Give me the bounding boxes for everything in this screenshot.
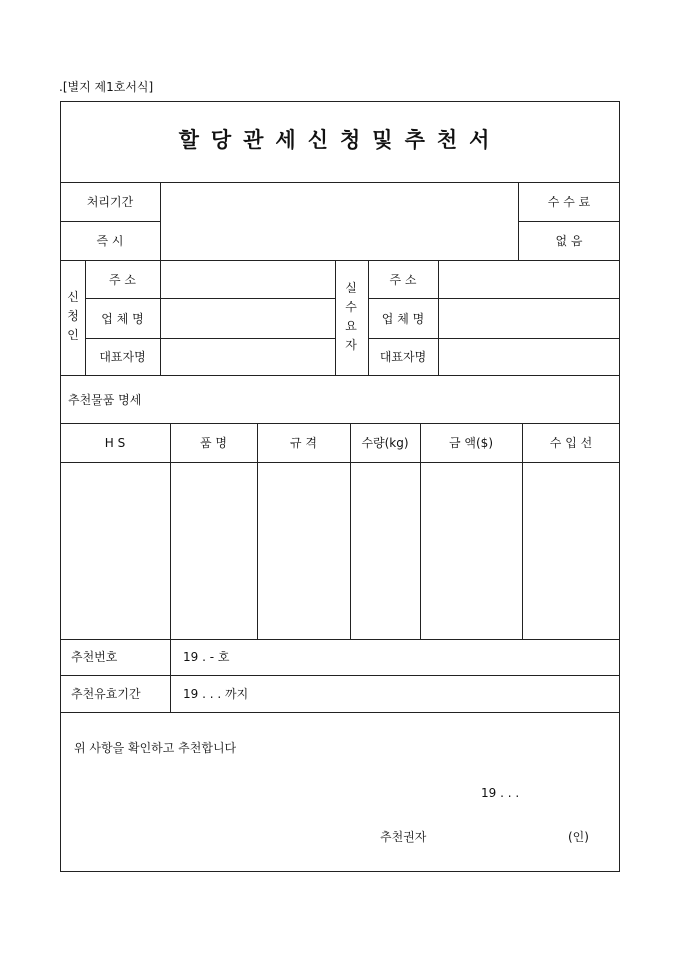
rule [518, 182, 519, 260]
rule [60, 221, 160, 222]
seal-mark: (인) [568, 830, 589, 844]
rule [60, 639, 620, 640]
spec-cell[interactable] [258, 463, 350, 639]
rule [518, 221, 620, 222]
end-user-rep-label: 대표자명 [379, 350, 427, 364]
applicant-address-label: 주 소 [109, 273, 136, 287]
applicant-company-label: 업 체 명 [101, 312, 144, 326]
confirmation-date: 19 . . . [481, 786, 520, 800]
import-source-cell[interactable] [523, 463, 619, 639]
confirmation-statement: 위 사항을 확인하고 추천합니다 [74, 741, 237, 755]
table-header-spec: 규 격 [290, 436, 317, 450]
rule [60, 712, 620, 713]
validity-value: 19 . . . 까지 [183, 687, 249, 701]
end-user-rep-field[interactable] [439, 339, 620, 375]
rule [60, 423, 620, 424]
end-user-company-label: 업 체 명 [381, 312, 425, 326]
processing-period-label: 처리기간 [86, 195, 134, 209]
fee-label: 수 수 료 [547, 195, 591, 209]
end-user-company-field[interactable] [439, 299, 620, 338]
table-header-hs: H S [104, 436, 126, 450]
processing-remark-field[interactable] [161, 183, 518, 260]
items-section-label: 추천물품 명세 [68, 393, 142, 407]
rule [60, 675, 620, 676]
authority-signature-field[interactable] [440, 822, 555, 850]
validity-label: 추천유효기간 [71, 687, 141, 701]
applicant-rep-field[interactable] [161, 339, 335, 375]
fee-value: 없 음 [555, 234, 583, 248]
form-number-label: .[별지 제1호서식] [59, 80, 154, 94]
end-user-side-label: 실 수 요 자 [345, 281, 357, 352]
recommendation-number-label: 추천번호 [71, 650, 118, 664]
applicant-address-field[interactable] [161, 261, 335, 298]
table-header-quantity: 수량(kg) [361, 436, 409, 450]
form-title: 할당관세신청및추천서 [178, 127, 502, 152]
applicant-company-field[interactable] [161, 299, 335, 338]
rule [335, 260, 336, 375]
quantity-cell[interactable] [351, 463, 420, 639]
table-header-item-name: 품 명 [200, 436, 227, 450]
authority-label: 추천권자 [380, 830, 427, 844]
applicant-side-label: 신 청 인 [67, 290, 79, 342]
end-user-address-label: 주 소 [389, 273, 417, 287]
table-header-import-source: 수 입 선 [549, 436, 593, 450]
hs-cell[interactable] [61, 463, 170, 639]
amount-cell[interactable] [421, 463, 522, 639]
item-name-cell[interactable] [171, 463, 257, 639]
applicant-rep-label: 대표자명 [99, 350, 146, 364]
processing-period-value: 즉 시 [96, 234, 124, 248]
end-user-address-field[interactable] [439, 261, 620, 298]
table-header-amount: 금 액($) [449, 436, 493, 450]
rule [60, 375, 620, 376]
recommendation-number-value: 19 . - 호 [183, 650, 230, 664]
